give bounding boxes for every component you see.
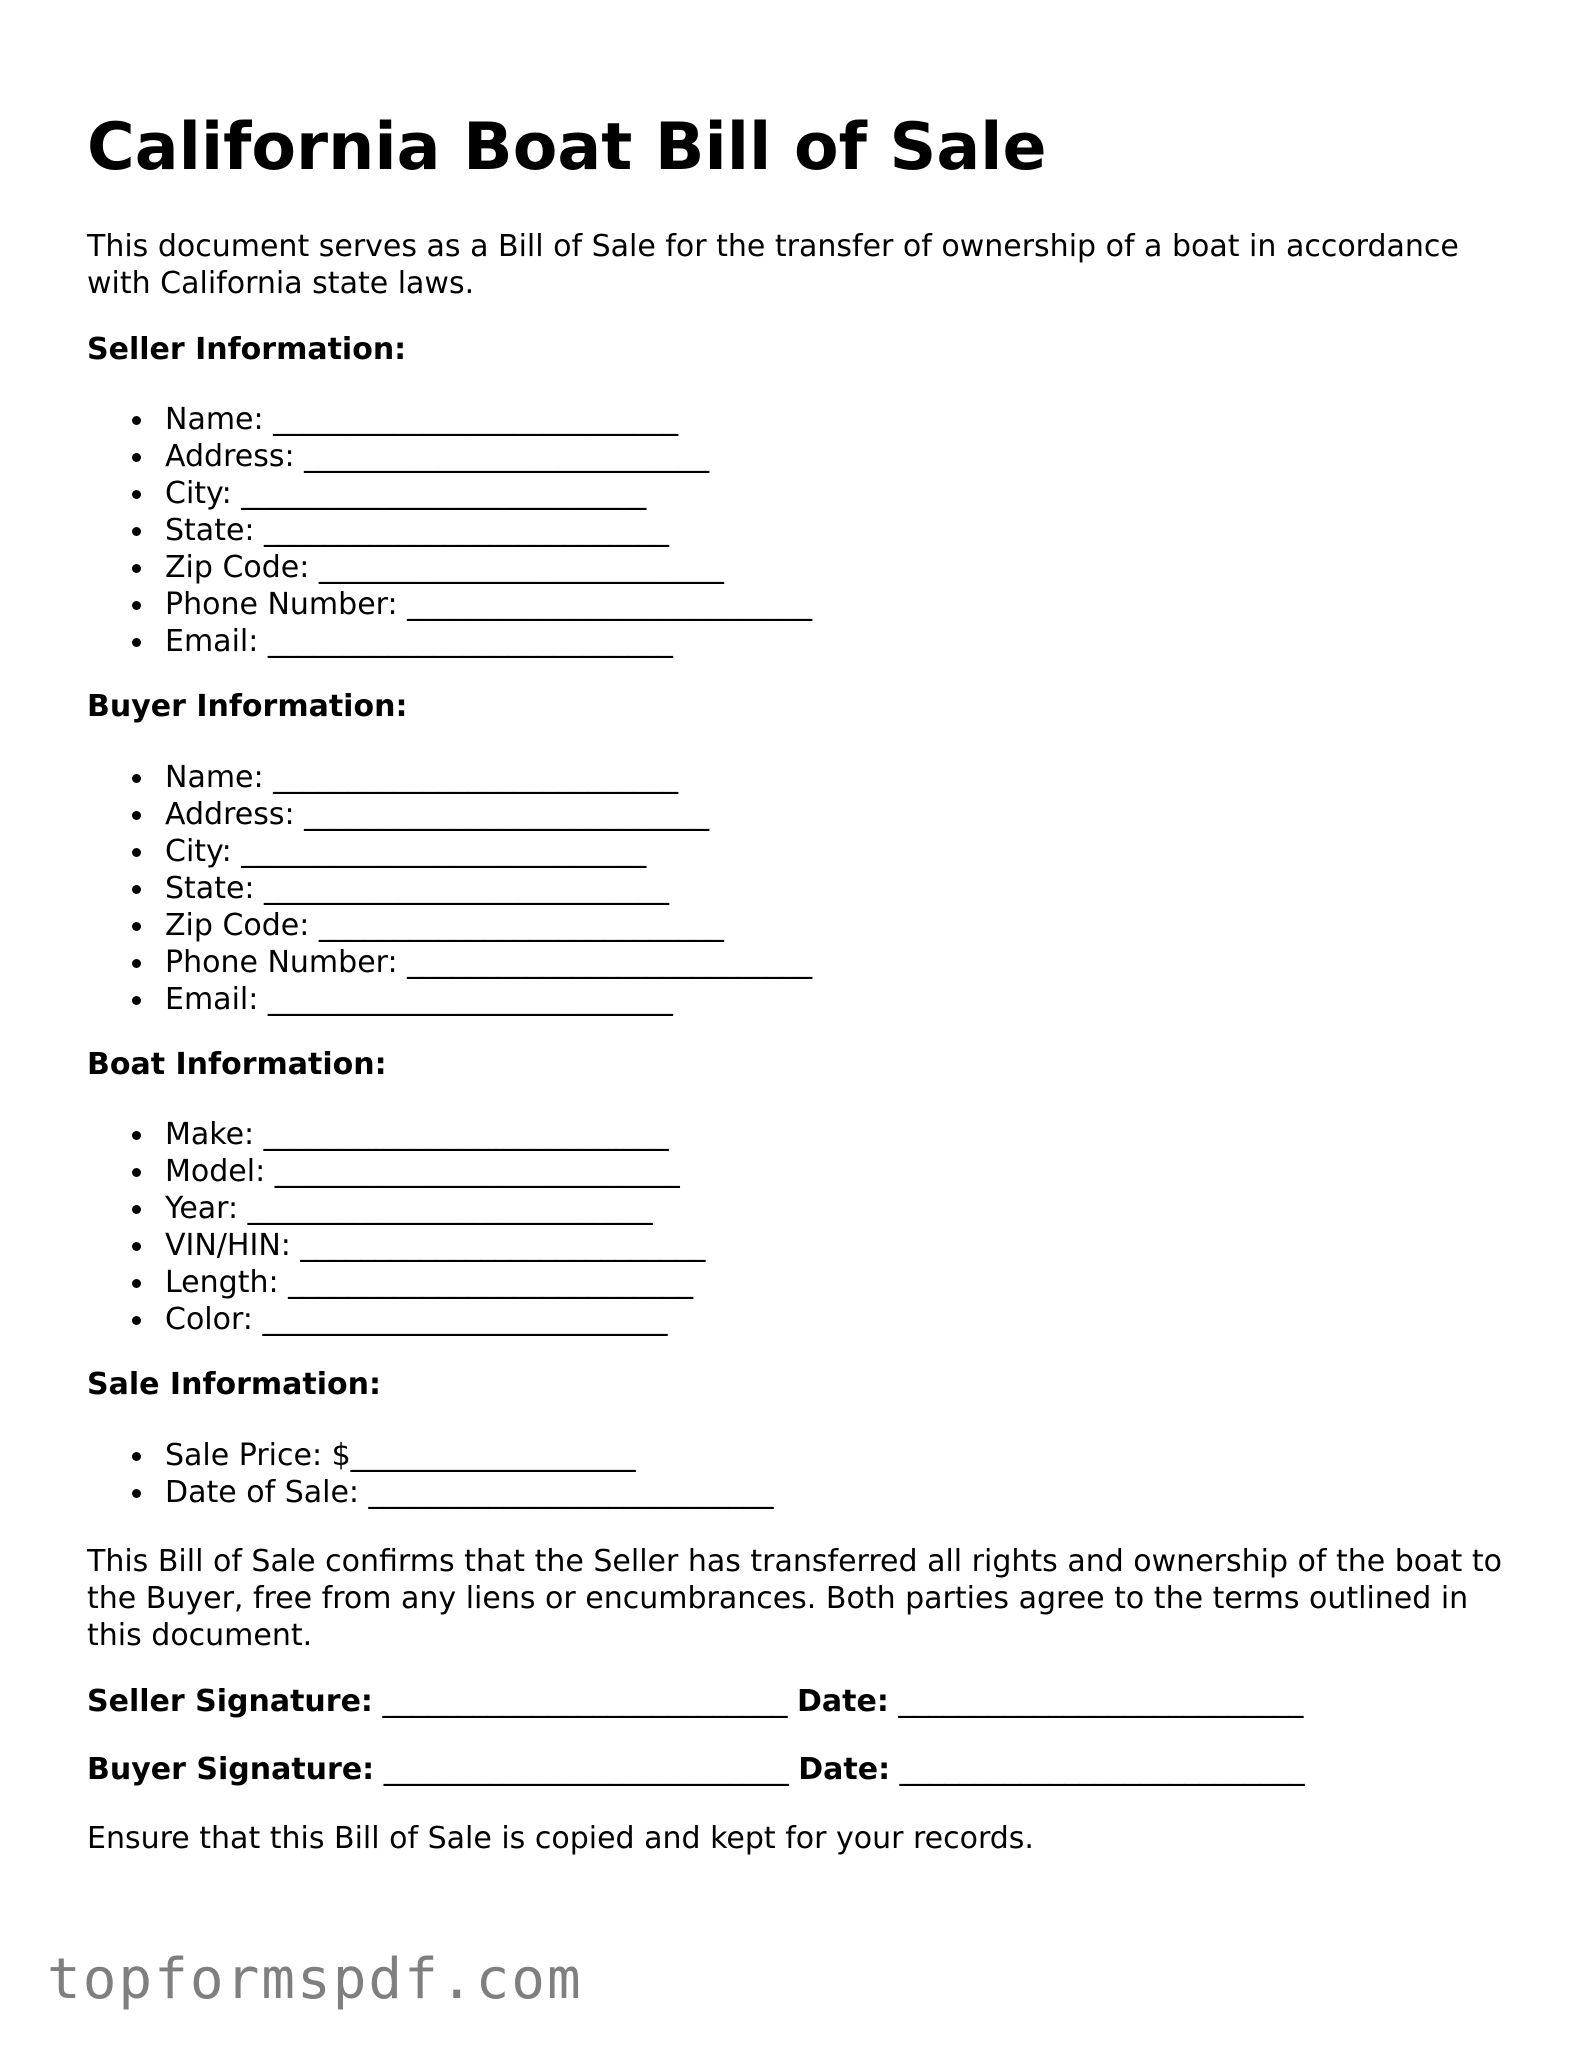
buyer-name-field: Name: ___________________________ bbox=[87, 759, 812, 796]
boat-year-field: Year: ___________________________ bbox=[87, 1190, 705, 1227]
seller-city-field: City: ___________________________ bbox=[87, 475, 812, 512]
buyer-phone-field: Phone Number: ___________________________ bbox=[87, 944, 812, 981]
closing-paragraph: This Bill of Sale confirms that the Seller has transferred all rights and ownership of the boat to the Buyer, free from any liens or encumbrances. Both parties agree to the terms outlined in this document. bbox=[87, 1544, 1502, 1653]
buyer-field-list bbox=[87, 759, 812, 1018]
seller-date-label: Date: bbox=[797, 1684, 889, 1719]
buyer-address-field: Address: ___________________________ bbox=[87, 796, 812, 833]
buyer-section-heading: Buyer Information: bbox=[87, 689, 408, 724]
boat-field-list bbox=[87, 1116, 705, 1338]
seller-signature-label: Seller Signature: bbox=[87, 1684, 373, 1719]
buyer-email-field: Email: ___________________________ bbox=[87, 981, 812, 1018]
buyer-city-field: City: ___________________________ bbox=[87, 833, 812, 870]
seller-email-field: Email: ___________________________ bbox=[87, 623, 812, 660]
sale-date-field: Date of Sale: ___________________________ bbox=[87, 1474, 774, 1511]
seller-field-list bbox=[87, 401, 812, 660]
seller-name-field: Name: ___________________________ bbox=[87, 401, 812, 438]
buyer-signature-label: Buyer Signature: bbox=[87, 1752, 375, 1787]
records-note: Ensure that this Bill of Sale is copied and kept for your records. bbox=[87, 1821, 1034, 1856]
seller-address-field: Address: ___________________________ bbox=[87, 438, 812, 475]
watermark: topformspdf.com bbox=[47, 1947, 583, 2012]
boat-section-heading: Boat Information: bbox=[87, 1047, 387, 1082]
buyer-signature-blank: ___________________________ bbox=[374, 1752, 799, 1787]
seller-signature-line bbox=[87, 1683, 1303, 1720]
buyer-zip-field: Zip Code: ___________________________ bbox=[87, 907, 812, 944]
boat-vin-field: VIN/HIN: ___________________________ bbox=[87, 1227, 705, 1264]
seller-section-heading: Seller Information: bbox=[87, 332, 407, 367]
sale-price-field: Sale Price: $___________________ bbox=[87, 1437, 774, 1474]
boat-color-field: Color: ___________________________ bbox=[87, 1301, 705, 1338]
seller-state-field: State: ___________________________ bbox=[87, 512, 812, 549]
sale-field-list bbox=[87, 1437, 774, 1511]
buyer-state-field: State: ___________________________ bbox=[87, 870, 812, 907]
boat-length-field: Length: ___________________________ bbox=[87, 1264, 705, 1301]
boat-model-field: Model: ___________________________ bbox=[87, 1153, 705, 1190]
seller-zip-field: Zip Code: ___________________________ bbox=[87, 549, 812, 586]
buyer-date-label: Date: bbox=[798, 1752, 891, 1787]
page-title: California Boat Bill of Sale bbox=[87, 110, 1047, 185]
intro-paragraph: This document serves as a Bill of Sale for the transfer of ownership of a boat in accordance with California state laws. bbox=[87, 229, 1459, 301]
buyer-signature-line bbox=[87, 1751, 1305, 1788]
boat-make-field: Make: ___________________________ bbox=[87, 1116, 705, 1153]
sale-section-heading: Sale Information: bbox=[87, 1367, 381, 1402]
seller-phone-field: Phone Number: ___________________________ bbox=[87, 586, 812, 623]
buyer-date-blank: ___________________________ bbox=[890, 1752, 1305, 1787]
seller-signature-blank: ___________________________ bbox=[372, 1684, 797, 1719]
seller-date-blank: ___________________________ bbox=[888, 1684, 1304, 1719]
